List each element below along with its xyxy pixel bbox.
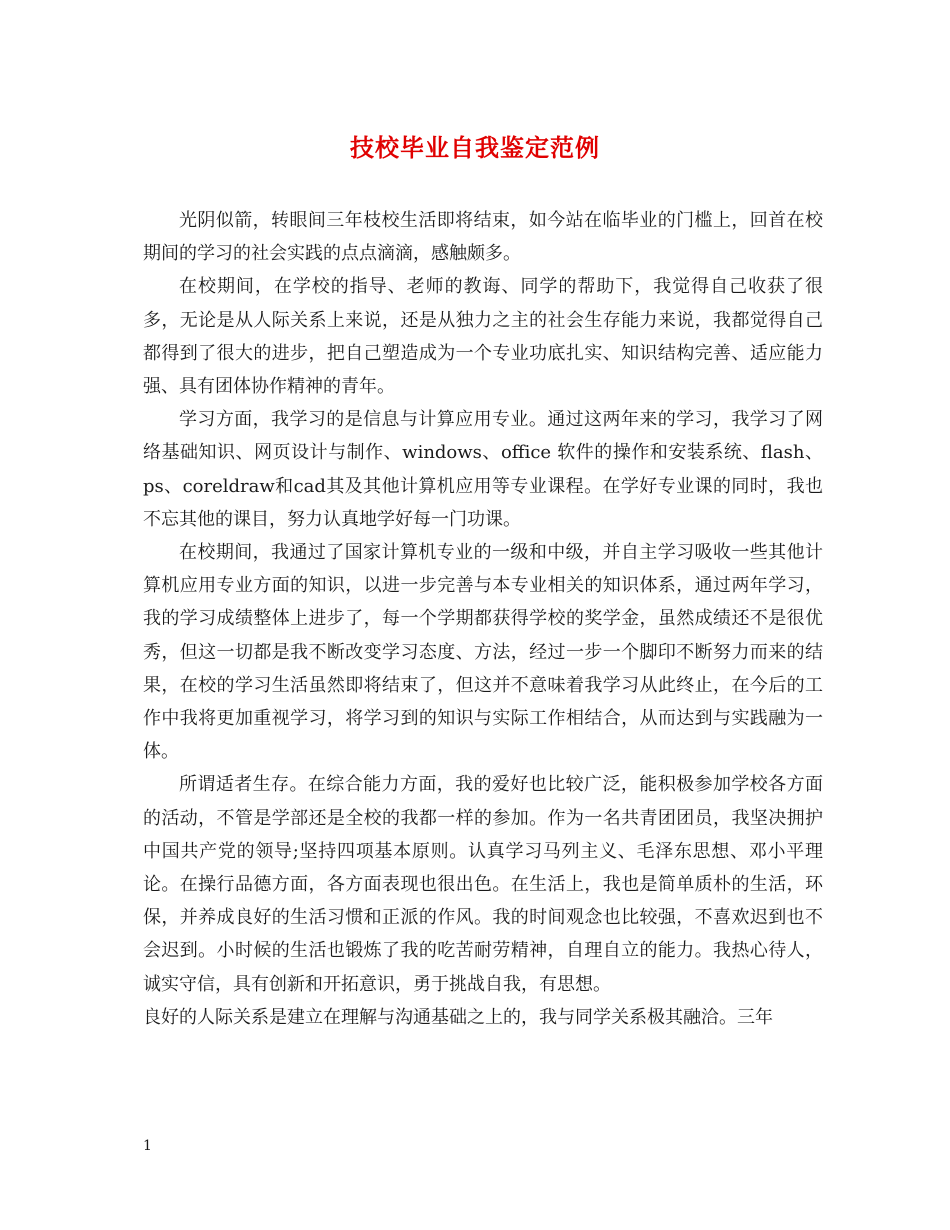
paragraph: 光阴似箭，转眼间三年枝校生活即将结束，如今站在临毕业的门槛上，回首在校期间的学习的社会实践的点点滴滴，感触颇多。: [143, 210, 823, 265]
page-number: 1: [143, 1138, 152, 1154]
document-body: [143, 204, 823, 1034]
document-title: 技校毕业自我鉴定范例: [350, 133, 600, 162]
paragraph: 良好的人际关系是建立在理解与沟通基础之上的，我与同学关系极其融洽。三年: [143, 1006, 773, 1028]
paragraph: 在校期间，在学校的指导、老师的教诲、同学的帮助下，我觉得自己收获了很多，无论是从人际关系上来说，还是从独力之主的社会生存能力来说，我都觉得自己都得到了很大的进步，把自己塑造成为一个专业功底扎实、知识结构完善、适应能力强、具有团体协作精神的青年。: [143, 276, 823, 398]
paragraph: 在校期间，我通过了国家计算机专业的一级和中级，并自主学习吸收一些其他计算机应用专业方面的知识，以进一步完善与本专业相关的知识体系，通过两年学习，我的学习成绩整体上进步了，每一个学期都获得学校的奖学金，虽然成绩还不是很优秀，但这一切都是我不断改变学习态度、方法，经过一步一个脚印不断努力而来的结果，在校的学习生活虽然即将结束了，但这并不意味着我学习从此终止，在今后的工作中我将更加重视学习，将学习到的知识与实际工作相结合，从而达到与实践融为一体。: [143, 542, 823, 763]
paragraph: 所谓适者生存。在综合能力方面，我的爱好也比较广泛，能积极参加学校各方面的活动，不管是学部还是全校的我都一样的参加。作为一名共青团团员，我坚决拥护中国共产党的领导;坚持四项基本原则。认真学习马列主义、毛泽东思想、邓小平理论。在操行品德方面，各方面表现也很出色。在生活上，我也是简单质朴的生活，环保，并养成良好的生活习惯和正派的作风。我的时间观念也比较强，不喜欢迟到也不会迟到。小时候的生活也锻炼了我的吃苦耐劳精神，自理自立的能力。我热心待人，诚实守信，具有创新和开拓意识，勇于挑战自我，有思想。: [143, 774, 823, 995]
paragraph: 学习方面，我学习的是信息与计算应用专业。通过这两年来的学习，我学习了网络基础知识、网页设计与制作、windows、office 软件的操作和安装系统、flash、ps、coreldraw和cad其及其他计算机应用等专业课程。在学好专业课的同时，我也不忘其他的课目，努力认真地学好每一门功课。: [143, 409, 823, 530]
